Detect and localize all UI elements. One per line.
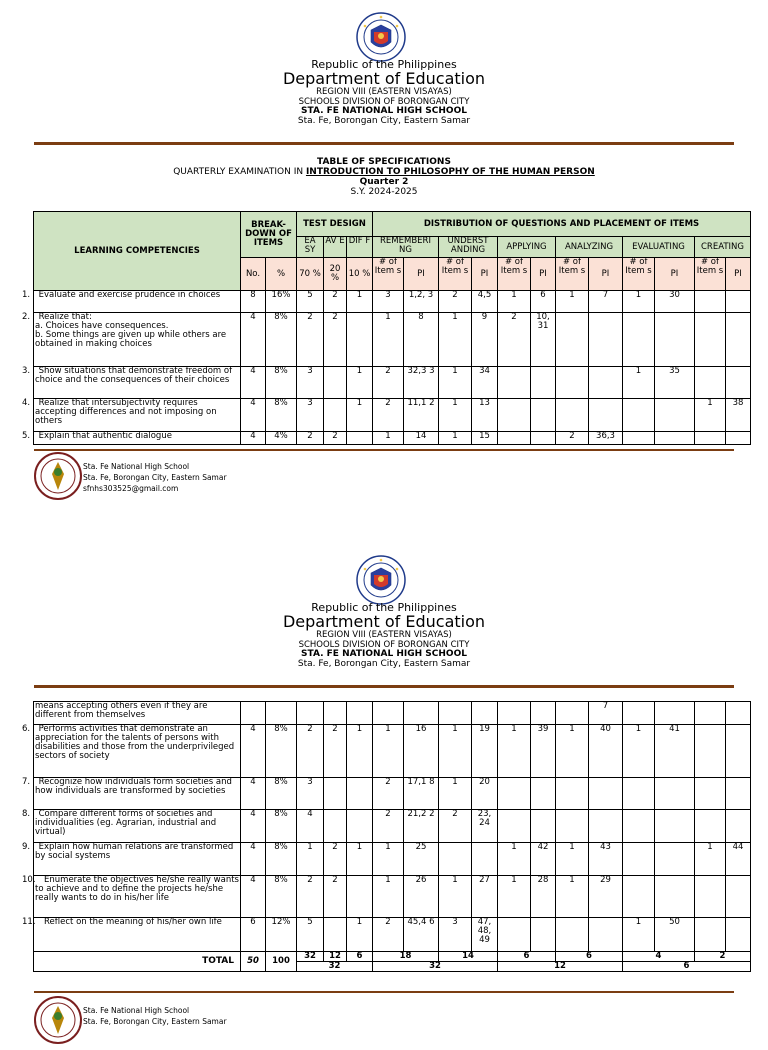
group-total-easy: 32	[373, 962, 498, 972]
remembering-placement-cell: 17,1 8	[404, 778, 439, 810]
understanding-items-cell: 1	[439, 367, 472, 399]
total-analyzing: 6	[556, 952, 623, 962]
footer-text	[83, 1006, 227, 1028]
group-total-difficult: 6	[623, 962, 751, 972]
remembering-placement-cell: 8	[404, 313, 439, 367]
applying-items-cell: 1	[498, 291, 531, 313]
item-count-cell: 6	[241, 918, 266, 952]
applying-items-cell	[498, 778, 531, 810]
exam-prefix: QUARTERLY EXAMINATION IN	[173, 167, 306, 178]
applying-placement-cell	[531, 702, 556, 725]
creating-placement-cell	[726, 778, 751, 810]
competency-cell: 8. Compare different forms of societies and individualities (eg. Agrarian, industrial and virtual)	[34, 810, 241, 843]
division-text: SCHOOLS DIVISION OF BORONGAN CITY	[298, 639, 470, 650]
analyzing-placement-cell: 40	[589, 725, 623, 778]
ana-items-header: # of Item s	[556, 258, 589, 291]
remembering-items-cell: 2	[373, 778, 404, 810]
remembering-items-cell: 1	[373, 843, 404, 876]
remembering-header: REMEMBERI NG	[373, 237, 439, 258]
item-count-cell: 4	[241, 432, 266, 445]
analyzing-placement-cell: 7	[589, 702, 623, 725]
table-row	[34, 810, 751, 843]
creating-items-cell	[695, 810, 726, 843]
remembering-placement-cell: 45,4 6	[404, 918, 439, 952]
competency-cell: 10. Enumerate the objectives he/she really wants to achieve and to define the projects he/she really wants to do in his/her life	[34, 876, 241, 918]
total-applying: 6	[498, 952, 556, 962]
evaluating-placement-cell	[655, 810, 695, 843]
understanding-items-cell: 1	[439, 725, 472, 778]
applying-placement-cell: 10, 31	[531, 313, 556, 367]
understanding-placement-cell: 13	[472, 399, 498, 432]
table-row	[34, 876, 751, 918]
item-percent-cell: 8%	[266, 843, 297, 876]
analyzing-items-cell	[556, 918, 589, 952]
remembering-items-cell: 1	[373, 313, 404, 367]
remembering-placement-cell: 11,1 2	[404, 399, 439, 432]
table-row	[34, 702, 751, 725]
eva-items-header: # of Item s	[623, 258, 655, 291]
breakdown-header: BREAK-DOWN OF ITEMS	[241, 212, 297, 258]
applying-items-cell: 1	[498, 843, 531, 876]
applying-placement-cell	[531, 918, 556, 952]
easy-count-cell: 2	[297, 725, 324, 778]
total-diff: 6	[347, 952, 373, 962]
remembering-items-cell: 2	[373, 367, 404, 399]
applying-items-cell: 1	[498, 876, 531, 918]
app-items-header: # of Item s	[498, 258, 531, 291]
school-name: STA. FE NATIONAL HIGH SCHOOL	[301, 106, 467, 116]
distribution-header: DISTRIBUTION OF QUESTIONS AND PLACEMENT OF ITEMS	[373, 212, 751, 237]
school-logo-icon	[34, 996, 82, 1044]
average-count-cell: 2	[324, 876, 347, 918]
total-ave: 12	[324, 952, 347, 962]
item-percent-cell: 8%	[266, 725, 297, 778]
understanding-placement-cell: 9	[472, 313, 498, 367]
understanding-items-cell: 1	[439, 778, 472, 810]
remembering-items-cell: 2	[373, 918, 404, 952]
understanding-items-cell	[439, 843, 472, 876]
understanding-items-cell: 1	[439, 399, 472, 432]
table-row	[34, 778, 751, 810]
average-count-cell: 2	[324, 725, 347, 778]
und-pi-header: PI	[472, 258, 498, 291]
quarter-text: Quarter 2	[359, 177, 409, 188]
evaluating-items-cell: 1	[623, 725, 655, 778]
easy-count-cell: 3	[297, 367, 324, 399]
item-count-cell: 4	[241, 399, 266, 432]
understanding-placement-cell	[472, 843, 498, 876]
difficult-header: DIF F	[347, 237, 373, 258]
creating-placement-cell: 38	[726, 399, 751, 432]
analyzing-items-cell	[556, 810, 589, 843]
no-header: No.	[241, 258, 266, 291]
total-creating: 2	[695, 952, 751, 962]
evaluating-placement-cell	[655, 702, 695, 725]
understanding-items-cell: 1	[439, 876, 472, 918]
difficult-count-cell	[347, 702, 373, 725]
remembering-placement-cell: 25	[404, 843, 439, 876]
creating-items-cell	[695, 778, 726, 810]
applying-items-cell	[498, 810, 531, 843]
analyzing-placement-cell	[589, 810, 623, 843]
easy-count-cell: 3	[297, 399, 324, 432]
difficult-count-cell: 1	[347, 843, 373, 876]
remembering-placement-cell: 16	[404, 725, 439, 778]
analyzing-items-cell	[556, 778, 589, 810]
creating-placement-cell	[726, 810, 751, 843]
evaluating-items-cell	[623, 810, 655, 843]
evaluating-items-cell: 1	[623, 918, 655, 952]
competency-cell: means accepting others even if they are different from themselves	[34, 702, 241, 725]
school-year-text: S.Y. 2024-2025	[350, 187, 418, 198]
average-header: AV E	[324, 237, 347, 258]
total-evaluating: 4	[623, 952, 695, 962]
average-count-cell	[324, 702, 347, 725]
footer-school: Sta. Fe National High School	[83, 462, 190, 471]
item-count-cell: 4	[241, 367, 266, 399]
footer-address: Sta. Fe, Borongan City, Eastern Samar	[83, 1016, 227, 1026]
creating-header: CREATING	[695, 237, 751, 258]
difficult-count-cell	[347, 810, 373, 843]
understanding-placement-cell: 19	[472, 725, 498, 778]
department-name: Department of Education	[282, 612, 486, 631]
remembering-placement-cell: 14	[404, 432, 439, 445]
cre-items-header: # of Item s	[695, 258, 726, 291]
evaluating-placement-cell	[655, 778, 695, 810]
test-design-header: TEST DESIGN	[297, 212, 373, 237]
remembering-items-cell: 3	[373, 291, 404, 313]
applying-header: APPLYING	[498, 237, 556, 258]
understanding-placement-cell	[472, 702, 498, 725]
analyzing-items-cell: 1	[556, 876, 589, 918]
understanding-items-cell: 1	[439, 313, 472, 367]
remembering-placement-cell	[404, 702, 439, 725]
remembering-placement-cell: 21,2 2	[404, 810, 439, 843]
item-percent-cell: 12%	[266, 918, 297, 952]
footer-email: sfnhs303525@gmail.com	[83, 483, 179, 493]
difficult-count-cell: 1	[347, 291, 373, 313]
item-percent-cell: 8%	[266, 876, 297, 918]
region-text: REGION VIII (EASTERN VISAYAS)	[316, 630, 452, 640]
letterhead	[0, 602, 768, 669]
creating-items-cell	[695, 702, 726, 725]
understanding-items-cell: 2	[439, 291, 472, 313]
analyzing-placement-cell: 36,3	[589, 432, 623, 445]
easy-count-cell: 4	[297, 810, 324, 843]
average-count-cell: 2	[324, 291, 347, 313]
difficult-count-cell: 1	[347, 367, 373, 399]
totals	[34, 952, 751, 972]
republic-text: Republic of the Philippines	[311, 58, 457, 71]
difficult-count-cell: 1	[347, 725, 373, 778]
learning-competencies-header: LEARNING COMPETENCIES	[34, 212, 241, 291]
item-percent-cell: 8%	[266, 367, 297, 399]
item-percent-cell: 8%	[266, 810, 297, 843]
remembering-items-cell: 1	[373, 876, 404, 918]
item-percent-cell: 8%	[266, 313, 297, 367]
app-pi-header: PI	[531, 258, 556, 291]
remembering-placement-cell: 26	[404, 876, 439, 918]
easy-count-cell	[297, 702, 324, 725]
group-total-average: 12	[498, 962, 623, 972]
evaluating-placement-cell	[655, 843, 695, 876]
total-pct: 100	[266, 952, 297, 972]
competency-cell: 1. Evaluate and exercise prudence in choices	[34, 291, 241, 313]
creating-placement-cell: 44	[726, 843, 751, 876]
remembering-items-cell: 1	[373, 725, 404, 778]
ana-pi-header: PI	[589, 258, 623, 291]
applying-placement-cell: 28	[531, 876, 556, 918]
understanding-items-cell: 1	[439, 432, 472, 445]
item-count-cell: 4	[241, 810, 266, 843]
table-title: TABLE OF SPECIFICATIONS	[317, 157, 451, 167]
easy-pct-header: 70 %	[297, 258, 324, 291]
easy-count-cell: 2	[297, 432, 324, 445]
competency-cell: 3. Show situations that demonstrate freedom of choice and the consequences of their choices	[34, 367, 241, 399]
footer-divider	[34, 991, 734, 993]
division-text: SCHOOLS DIVISION OF BORONGAN CITY	[298, 96, 470, 107]
understanding-items-cell: 3	[439, 918, 472, 952]
analyzing-items-cell	[556, 702, 589, 725]
evaluating-placement-cell: 50	[655, 918, 695, 952]
applying-placement-cell: 42	[531, 843, 556, 876]
applying-items-cell	[498, 918, 531, 952]
easy-count-cell: 5	[297, 291, 324, 313]
competency-cell: 6. Performs activities that demonstrate an appreciation for the talents of persons with disabilities and those from the underprivileged sectors of society	[34, 725, 241, 778]
rem-pi-header: PI	[404, 258, 439, 291]
applying-items-cell: 2	[498, 313, 531, 367]
analyzing-items-cell: 1	[556, 291, 589, 313]
item-percent-cell: 8%	[266, 399, 297, 432]
rem-items-header: # of Item s	[373, 258, 404, 291]
footer-address: Sta. Fe, Borongan City, Eastern Samar	[83, 472, 227, 482]
page2-rows	[22, 701, 751, 952]
understanding-items-cell: 2	[439, 810, 472, 843]
evaluating-placement-cell	[655, 876, 695, 918]
evaluating-placement-cell: 35	[655, 367, 695, 399]
competency-cell: 2. Realize that: a. Choices have consequences. b. Some things are given up while others are obtained in making choices	[34, 313, 241, 367]
applying-placement-cell: 6	[531, 291, 556, 313]
total-understanding: 14	[439, 952, 498, 962]
creating-placement-cell	[726, 702, 751, 725]
applying-placement-cell	[531, 810, 556, 843]
und-items-header: # of Item s	[439, 258, 472, 291]
evaluating-placement-cell: 41	[655, 725, 695, 778]
average-count-cell: 2	[324, 432, 347, 445]
easy-count-cell: 2	[297, 876, 324, 918]
school-name: STA. FE NATIONAL HIGH SCHOOL	[301, 649, 467, 659]
item-count-cell: 4	[241, 725, 266, 778]
analyzing-items-cell: 1	[556, 843, 589, 876]
item-count-cell: 4	[241, 778, 266, 810]
cre-pi-header: PI	[726, 258, 751, 291]
region-text: REGION VIII (EASTERN VISAYAS)	[316, 87, 452, 97]
average-count-cell: 2	[324, 313, 347, 367]
creating-placement-cell	[726, 876, 751, 918]
understanding-placement-cell: 15	[472, 432, 498, 445]
evaluating-header: EVALUATING	[623, 237, 695, 258]
understanding-header: UNDERST ANDING	[439, 237, 498, 258]
table-row	[34, 725, 751, 778]
item-percent-cell: 16%	[266, 291, 297, 313]
evaluating-placement-cell: 30	[655, 291, 695, 313]
evaluating-items-cell	[623, 876, 655, 918]
eva-pi-header: PI	[655, 258, 695, 291]
easy-count-cell: 3	[297, 778, 324, 810]
understanding-placement-cell: 4,5	[472, 291, 498, 313]
department-name: Department of Education	[282, 69, 486, 88]
remembering-items-cell: 2	[373, 810, 404, 843]
competency-cell: 7. Recognize how individuals form societies and how individuals are transformed by societies	[34, 778, 241, 810]
competency-cell: 5. Explain that authentic dialogue	[34, 432, 241, 445]
average-count-cell: 2	[324, 843, 347, 876]
easy-count-cell: 1	[297, 843, 324, 876]
average-count-cell	[324, 810, 347, 843]
ave-pct-header: 20 %	[324, 258, 347, 291]
creating-items-cell: 1	[695, 843, 726, 876]
remembering-items-cell	[373, 702, 404, 725]
analyzing-placement-cell	[589, 918, 623, 952]
competency-cell: 9. Explain how human relations are transformed by social systems	[34, 843, 241, 876]
analyzing-items-cell: 2	[556, 432, 589, 445]
total-remembering: 18	[373, 952, 439, 962]
evaluating-items-cell: 1	[623, 291, 655, 313]
analyzing-placement-cell: 29	[589, 876, 623, 918]
subject-title: INTRODUCTION TO PHILOSOPHY OF THE HUMAN PERSON	[305, 167, 595, 178]
creating-items-cell: 1	[695, 399, 726, 432]
understanding-placement-cell: 27	[472, 876, 498, 918]
remembering-items-cell: 2	[373, 399, 404, 432]
creating-items-cell	[695, 725, 726, 778]
item-count-cell: 4	[241, 313, 266, 367]
analyzing-placement-cell	[589, 778, 623, 810]
school-address: Sta. Fe, Borongan City, Eastern Samar	[297, 659, 471, 669]
creating-placement-cell	[726, 918, 751, 952]
applying-placement-cell: 39	[531, 725, 556, 778]
total-label: TOTAL	[34, 952, 241, 972]
item-count-cell: 4	[241, 843, 266, 876]
evaluating-items-cell	[623, 843, 655, 876]
table-row	[34, 918, 751, 952]
difficult-count-cell	[347, 778, 373, 810]
item-percent-cell: 8%	[266, 778, 297, 810]
analyzing-header: ANALYZING	[556, 237, 623, 258]
remembering-items-cell: 1	[373, 432, 404, 445]
competency-cell: 4. Realize that intersubjectivity requires accepting differences and not imposing on others	[34, 399, 241, 432]
group-total-test-design: 32	[297, 962, 373, 972]
understanding-placement-cell: 47, 48, 49	[472, 918, 498, 952]
school-address: Sta. Fe, Borongan City, Eastern Samar	[297, 116, 471, 126]
difficult-count-cell	[347, 876, 373, 918]
competency-cell: 11. Reflect on the meaning of his/her own life	[34, 918, 241, 952]
analyzing-placement-cell: 7	[589, 291, 623, 313]
average-count-cell	[324, 778, 347, 810]
understanding-placement-cell: 34	[472, 367, 498, 399]
item-percent-cell	[266, 702, 297, 725]
understanding-placement-cell: 23, 24	[472, 810, 498, 843]
remembering-placement-cell: 1,2, 3	[404, 291, 439, 313]
analyzing-placement-cell: 43	[589, 843, 623, 876]
item-count-cell	[241, 702, 266, 725]
applying-items-cell	[498, 702, 531, 725]
remembering-placement-cell: 32,3 3	[404, 367, 439, 399]
table-row	[34, 843, 751, 876]
evaluating-items-cell	[623, 778, 655, 810]
creating-items-cell	[695, 918, 726, 952]
difficult-count-cell: 1	[347, 399, 373, 432]
item-percent-cell: 4%	[266, 432, 297, 445]
item-count-cell: 4	[241, 876, 266, 918]
difficult-count-cell: 1	[347, 918, 373, 952]
understanding-items-cell	[439, 702, 472, 725]
creating-placement-cell	[726, 725, 751, 778]
average-count-cell	[324, 918, 347, 952]
pct-header: %	[266, 258, 297, 291]
totals-row	[34, 952, 751, 962]
evaluating-items-cell	[623, 702, 655, 725]
easy-header: EA SY	[297, 237, 324, 258]
diff-pct-header: 10 %	[347, 258, 373, 291]
easy-count-cell: 2	[297, 313, 324, 367]
analyzing-items-cell: 1	[556, 725, 589, 778]
evaluating-items-cell: 1	[623, 367, 655, 399]
applying-items-cell: 1	[498, 725, 531, 778]
easy-count-cell: 5	[297, 918, 324, 952]
specifications-table-continued	[22, 701, 751, 972]
understanding-placement-cell: 20	[472, 778, 498, 810]
footer	[30, 996, 430, 1050]
applying-placement-cell	[531, 778, 556, 810]
creating-items-cell	[695, 876, 726, 918]
header-divider	[34, 685, 734, 688]
item-count-cell: 8	[241, 291, 266, 313]
total-easy: 32	[297, 952, 324, 962]
footer-school: Sta. Fe National High School	[83, 1006, 190, 1015]
deped-seal-icon	[356, 555, 406, 605]
total-no: 50	[241, 952, 266, 972]
republic-text: Republic of the Philippines	[311, 601, 457, 614]
